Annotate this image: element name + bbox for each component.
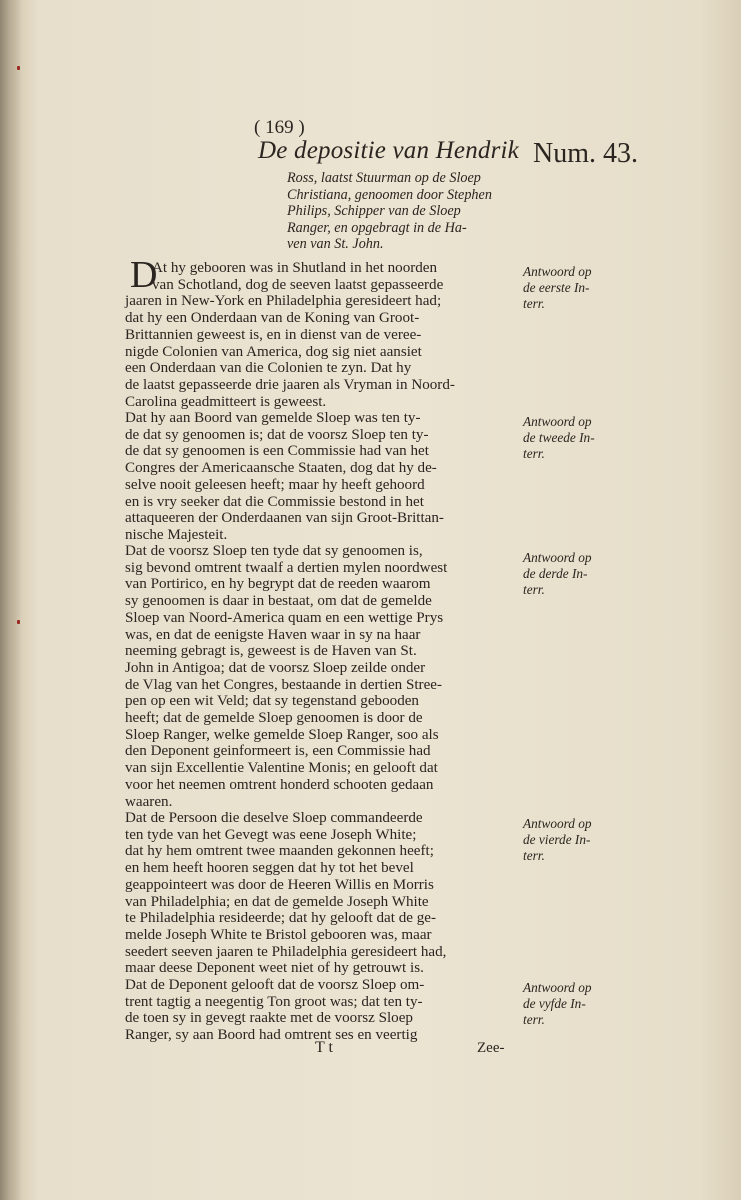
note-line: Antwoord op bbox=[523, 980, 592, 995]
text-line: van sijn Excellentie Valentine Monis; en gelooft dat bbox=[125, 760, 438, 777]
text-line: ten tyde van het Gevegt was eene Joseph White; bbox=[125, 826, 417, 843]
paragraph-1 bbox=[125, 254, 515, 410]
text-line: sig bevond omtrent twaalf a dertien mylen noordwest bbox=[125, 559, 448, 576]
paragraph-2 bbox=[125, 410, 515, 544]
drop-capital: D bbox=[130, 254, 158, 296]
paragraph-3 bbox=[125, 543, 515, 810]
text-line: melde Joseph White te Bristol gebooren was, maar bbox=[125, 926, 432, 943]
subtitle-line: ven van St. John. bbox=[287, 236, 384, 253]
note-line: de vyfde In- bbox=[523, 996, 586, 1011]
document-number: Num. 43. bbox=[533, 138, 638, 169]
text-line: trent tagtig a neegentig Ton groot was; dat ten ty- bbox=[125, 993, 423, 1010]
text-line: dat hy een Onderdaan van de Koning van Groot- bbox=[125, 310, 420, 327]
text-line: Sloep Ranger, welke gemelde Sloep Ranger, soo als bbox=[125, 726, 439, 743]
note-line: Antwoord op bbox=[523, 414, 592, 429]
text-line: was, en dat de eenigste Haven waar in sy na haar bbox=[125, 626, 421, 643]
note-line: Antwoord op bbox=[523, 816, 592, 831]
subtitle-line: Ross, laatst Stuurman op de Sloep bbox=[287, 170, 481, 186]
page-number: ( 169 ) bbox=[254, 117, 305, 138]
text-line: de laatst gepasseerde drie jaaren als Vryman in Noord- bbox=[125, 376, 455, 393]
text-line: Dat de Deponent gelooft dat de voorsz Sloep om- bbox=[125, 977, 425, 993]
subtitle-line: Christiana, genoomen door Stephen bbox=[287, 186, 492, 203]
text-line: de toen sy in gevegt raakte met de voorsz Sloep bbox=[125, 1010, 413, 1027]
note-line: de eerste In- bbox=[523, 280, 590, 295]
text-line: attaqueeren der Onderdaanen van sijn Groot-Brittan- bbox=[125, 510, 444, 527]
subtitle-line: Philips, Schipper van de Sloep bbox=[287, 203, 461, 220]
page-gutter bbox=[0, 0, 22, 1200]
text-line: en is vry seeker dat die Commissie bestond in het bbox=[125, 493, 424, 510]
text-line: en hem heeft hooren seggen dat hy tot het bevel bbox=[125, 860, 414, 877]
text-line: Ranger, sy aan Boord had omtrent ses en veertig bbox=[125, 1027, 418, 1044]
subtitle bbox=[287, 170, 522, 253]
note-line: de vierde In- bbox=[523, 832, 591, 847]
note-line: de tweede In- bbox=[523, 430, 595, 445]
page-title: De depositie van Hendrik bbox=[258, 137, 519, 164]
note-line: terr. bbox=[523, 1012, 545, 1027]
catchword: Zee- bbox=[477, 1040, 505, 1056]
text-line: dat hy hem omtrent twee maanden gekonnen heeft; bbox=[125, 843, 434, 860]
signature-mark: T t bbox=[315, 1039, 333, 1056]
text-line: seedert seeven jaaren te Philadelphia geresideert had, bbox=[125, 943, 447, 960]
margin-note-2 bbox=[523, 414, 633, 462]
note-line: terr. bbox=[523, 582, 545, 597]
text-line: Dat hy aan Boord van gemelde Sloep was ten ty- bbox=[125, 410, 421, 426]
text-line: John in Antigoa; dat de voorsz Sloep zeilde onder bbox=[125, 659, 426, 676]
text-line: maar deese Deponent weet niet of hy getrouwt is. bbox=[125, 960, 424, 977]
note-line: de derde In- bbox=[523, 566, 588, 581]
text-line: te Philadelphia resideerde; dat hy gelooft dat de ge- bbox=[125, 910, 436, 927]
margin-note-5 bbox=[523, 980, 633, 1028]
text-line: sy genoomen is daar in bestaat, om dat de gemelde bbox=[125, 593, 432, 610]
note-line: terr. bbox=[523, 848, 545, 863]
margin-note-3 bbox=[523, 550, 633, 598]
text-line: van Portirico, en hy begrypt dat de reeden waarom bbox=[125, 576, 431, 593]
text-line: geappointeert was door de Heeren Willis en Morris bbox=[125, 876, 434, 893]
text-line: Sloep van Noord-America quam en een wettige Prys bbox=[125, 609, 444, 626]
subtitle-line: Ranger, en opgebragt in de Ha- bbox=[287, 219, 467, 236]
text-line: pen op een wit Veld; dat sy tegenstand gebooden bbox=[125, 693, 419, 710]
margin-note-1 bbox=[523, 264, 633, 312]
margin-note-4 bbox=[523, 816, 633, 864]
text-line: Dat de Persoon die deselve Sloep commandeerde bbox=[125, 810, 423, 826]
text-line: jaaren in New-York en Philadelphia geresideert had; bbox=[125, 293, 442, 310]
text-line: Congres der Americaansche Staaten, dog dat hy de- bbox=[125, 460, 437, 477]
text-line: nigde Colonien van America, dog sig niet aansiet bbox=[125, 343, 422, 360]
text-line: van Schotland, dog de seeven laatst gepasseerde bbox=[152, 276, 444, 293]
paragraph-4 bbox=[125, 810, 515, 977]
text-line: Brittannien geweest is, en in dienst van de veree- bbox=[125, 326, 422, 343]
paragraph-5 bbox=[125, 977, 515, 1044]
text-line: een Onderdaan van die Colonien te zyn. Dat hy bbox=[125, 360, 412, 377]
text-line: selve nooit geleesen heeft; maar hy heeft gehoord bbox=[125, 476, 425, 493]
text-line: den Deponent geinformeert is, een Commissie had bbox=[125, 743, 431, 760]
note-line: terr. bbox=[523, 296, 545, 311]
text-line: Carolina geadmitteert is geweest. bbox=[125, 393, 327, 410]
text-line: nische Majesteit. bbox=[125, 526, 228, 543]
note-line: Antwoord op bbox=[523, 550, 592, 565]
text-line: Dat de voorsz Sloep ten tyde dat sy genoomen is, bbox=[125, 543, 423, 559]
text-line: waaren. bbox=[125, 793, 173, 810]
note-line: terr. bbox=[523, 446, 545, 461]
ink-speck bbox=[17, 66, 20, 70]
ink-speck bbox=[17, 620, 20, 624]
text-line: de dat sy genoomen is een Commissie had van het bbox=[125, 443, 429, 460]
text-line: de Vlag van het Congres, bestaande in dertien Stree- bbox=[125, 676, 443, 693]
text-line: At hy gebooren was in Shutland in het noorden bbox=[152, 260, 438, 276]
text-line: neeming gebragt is, geweest is de Haven van St. bbox=[125, 643, 417, 660]
text-line: heeft; dat de gemelde Sloep genoomen is door de bbox=[125, 710, 423, 727]
text-line: van Philadelphia; en dat de gemelde Joseph White bbox=[125, 893, 429, 910]
text-line: voor het neemen omtrent honderd schooten gedaan bbox=[125, 776, 434, 793]
note-line: Antwoord op bbox=[523, 264, 592, 279]
text-line: de dat sy genoomen is; dat de voorsz Sloep ten ty- bbox=[125, 426, 429, 443]
